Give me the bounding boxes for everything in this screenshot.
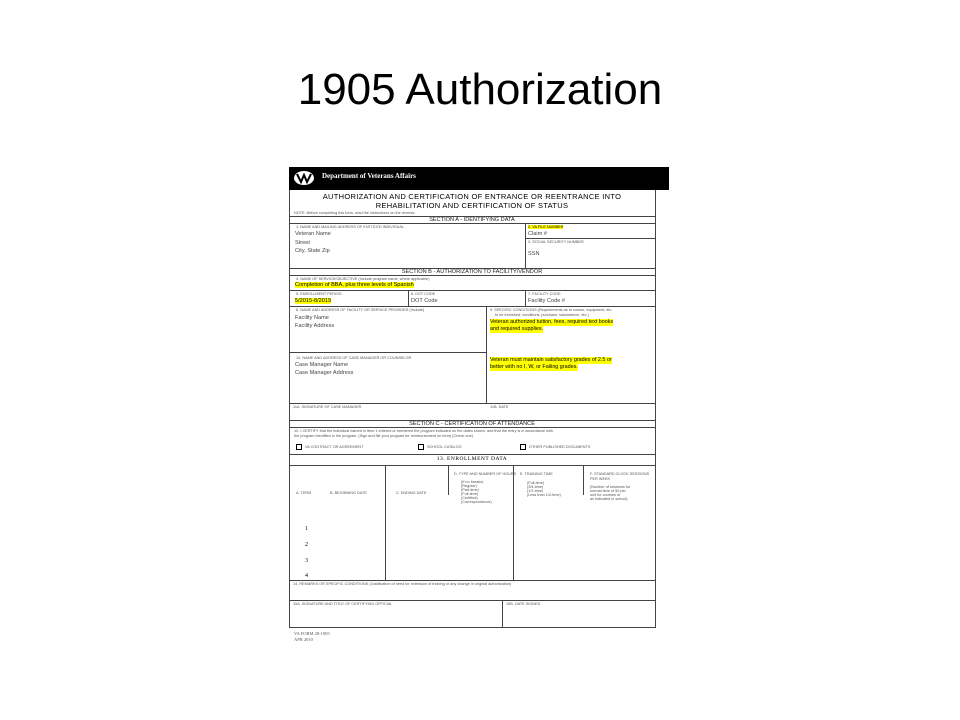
divider [289,306,655,307]
option-school-catalog: SCHOOL CATALOG [427,445,462,449]
checkbox-other-documents[interactable] [520,444,526,450]
column-type-hours-sub [461,480,492,504]
divider [486,306,487,403]
slide-title: 1905 Authorization [297,65,663,114]
column-clock-sessions: F. STANDARD CLOCK SESSIONS PER WEEK [590,472,650,481]
training-sub-item: (3/4-time) [527,485,544,489]
facility-address: Facility Address [295,323,335,329]
field-6-label: 6. DOT CODE [411,292,436,296]
checkbox-va-contract[interactable] [296,444,302,450]
divider [513,465,514,580]
field-2-label-text: 2. VA FILE NUMBER [528,225,564,229]
section-b-title: SECTION B - AUTHORIZATION TO FACILITY/VENDOR [401,269,543,275]
training-sub-item: (1/2-time) [527,489,544,493]
section-c-title: SECTION C - CERTIFICATION OF ATTENDANCE [409,421,535,427]
form-border-left [289,190,290,627]
training-sub-item: (Full-time) [527,481,545,485]
hours-sub-item: (Part-time) [461,488,479,492]
column-term: A. TERM [296,491,312,495]
enrollment-row-number: 1 [305,526,308,532]
sessions-sub-item: normal time of 50 per [590,489,626,493]
field-4-label: 4. NAME OF SERVICE/OBJECTIVE (Include program name, where applicable) [296,277,430,281]
column-beginning-date: B. BEGINNING DATE [330,491,367,495]
hours-sub-item: (Regular) [461,484,477,488]
form-number: VA FORM 28-1905 [294,631,330,636]
divider [289,290,655,291]
field-12-label-1: 12. I CERTIFY that the individual named in Item 1 entered or reentered the program indicated on the dates shown, and that the entry is in accordance with [294,429,553,433]
va-logo-icon [293,170,315,186]
department-name: Department of Veterans Affairs [322,172,416,180]
requirement-text-1: Veteran must maintain satisfactory grades of 2.5 or [490,357,612,363]
field-15b-label: 15B. DATE SIGNED [506,602,541,606]
city-state-zip: City, State Zip [295,248,330,254]
divider [448,465,449,495]
column-training-time: E. TRAINING TIME [520,472,553,476]
divider [289,403,655,404]
divider [289,600,655,601]
form-border-right [655,190,656,627]
field-2-label [528,225,563,229]
street: Street [295,240,310,246]
divider [289,465,655,466]
facility-code: Facility Code # [528,298,565,304]
column-clock-sessions-sub [590,485,630,501]
case-manager-address: Case Manager Address [295,370,354,376]
divider [525,223,526,268]
divider [289,627,656,628]
sessions-sub-item: (Number of sessions for [590,485,631,489]
enrollment-row-number: 2 [305,542,308,548]
ssn: SSN [528,251,540,257]
field-7-label: 7. FACILITY CODE [528,292,561,296]
divider [289,223,655,224]
sessions-sub-item: unit for courses or [590,493,621,497]
veteran-name: Veteran Name [295,231,331,237]
divider [289,580,655,581]
divider [289,275,655,276]
divider [583,465,584,495]
column-training-time-sub [527,481,561,497]
form-date: APR 2010 [294,637,313,642]
sessions-sub-item: as indicated in school) [590,497,628,501]
field-11a-label: 11A. SIGNATURE OF CASE MANAGER [293,405,362,409]
option-other-documents: OTHER PUBLISHED DOCUMENTS [529,445,591,449]
form-note: NOTE: Before completing this form, read the instructions on the reverse. [294,211,416,215]
hours-sub-item: (Correspondence) [461,500,492,504]
hours-sub-item: (Certified) [461,496,478,500]
checkbox-school-catalog[interactable] [418,444,424,450]
enrollment-row-number: 4 [305,573,308,579]
divider [525,290,526,306]
objective-text: Completion of BBA, plus three levels of Spanish [295,282,414,288]
form-title-line-1: AUTHORIZATION AND CERTIFICATION OF ENTRANCE OR REENTRANCE INTO [322,192,622,201]
option-va-contract: VA CONTRACT OR AGREEMENT [305,445,364,449]
enrollment-period [295,298,331,304]
authorization-text-1: Veteran authorized tuition, fees, required text books [490,319,614,325]
divider [289,352,486,353]
divider [289,454,655,455]
column-type-hours: D. TYPE AND NUMBER OF HOURS [454,472,517,476]
divider [525,238,655,239]
facility-name: Facility Name [295,315,329,321]
field-12-label-2: the program identified in the program. (Sign and file your program for reimbursement on form) (Check one) [294,434,473,438]
divider [408,290,409,306]
enrollment-row-number: 3 [305,558,308,564]
form-title [289,192,655,210]
divider [502,600,503,627]
form-title-line-2: REHABILITATION AND CERTIFICATION OF STATUS [375,201,569,210]
dot-code: DOT Code [411,298,438,304]
requirement-text-2: better with no I, W, or Failing grades. [490,364,578,370]
hours-sub-item: (Full-time) [461,492,479,496]
enrollment-data-title: 13. ENROLLMENT DATA [436,456,508,462]
field-10-label: 10. NAME AND ADDRESS OF CASE MANAGER OR COUNSELOR [296,356,412,360]
section-a-title: SECTION A - IDENTIFYING DATA [429,217,515,223]
case-manager-name: Case Manager Name [295,362,349,368]
field-11b-label: 11B. DATE [490,405,509,409]
field-3-label: 3. SOCIAL SECURITY NUMBER [528,240,584,244]
objective [295,282,414,288]
divider [289,427,655,428]
field-5-label: 5. ENROLLMENT PERIOD [296,292,342,296]
field-15a-label: 15A. SIGNATURE AND TITLE OF CERTIFYING OFFICIAL [293,602,393,606]
field-1-label: 1. NAME AND MAILING ADDRESS OF ENTITLED INDIVIDUAL [296,225,405,229]
authorization-text-2: and required supplies. [490,326,544,332]
divider [385,465,386,580]
column-ending-date: C. ENDING DATE [396,491,427,495]
field-9-label-2: to be furnished; conditions; purchase, subsistence, etc.) [495,313,589,317]
claim-number: Claim # [528,231,547,237]
enrollment-period-text: 5/2015-8/2019 [295,298,332,304]
field-8-label: 8. NAME AND ADDRESS OF FACILITY OR SERVICE PROVIDER (Include) [296,308,425,312]
hours-sub-item: (If no breaks) [461,480,484,484]
training-sub-item: (Less than 1/2-time) [527,493,561,497]
field-9-label-1: 9. SPECIFIC CONDITIONS (Requirements as to course, equipment, etc. [490,308,613,312]
field-14-label: 14. REMARKS OR SPECIFIC CONDITIONS (Justification of need for extension of training or any change in original authorization) [293,582,512,586]
